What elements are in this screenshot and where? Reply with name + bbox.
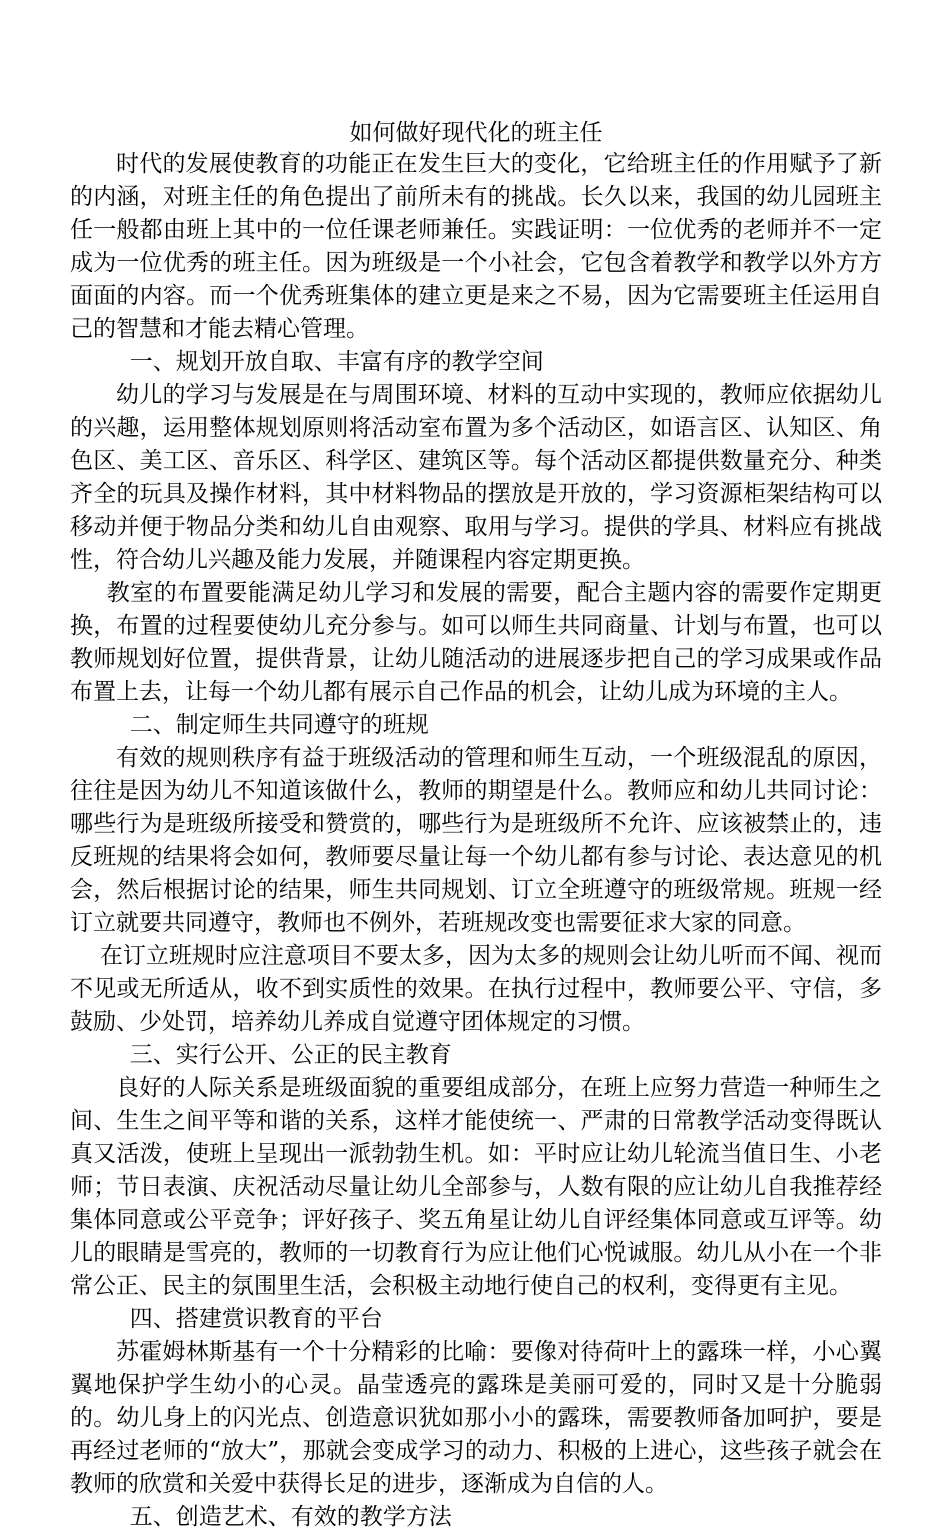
section-2-heading: 二、制定师生共同遵守的班规 bbox=[129, 712, 429, 738]
section-3-paragraph-1: 良好的人际关系是班级面貌的重要组成部分，在班上应努力营造一种师生之间、生生之间平等和谐的关系，这样才能使统一、严肃的日常教学活动变得既认真又活泼，使班上呈现出一派勃勃生机。如：平时应让幼儿轮流当值日生、小老师；节日表演、庆祝活动尽量让幼儿全部参与，人数有限的应让幼儿自我推荐经集体同意或公平竞争；评好孩子、奖五角星让幼儿自评经集体同意或互评等。幼儿的眼睛是雪亮的，教师的一切教育行为应让他们心悦诚服。幼儿从小在一个非常公正、民主的氛围里生活，会积极主动地行使自己的权利，变得更有主见。 bbox=[70, 1075, 882, 1299]
section-1-heading: 一、规划开放自取、丰富有序的教学空间 bbox=[129, 349, 544, 375]
section-3-heading: 三、实行公开、公正的民主教育 bbox=[129, 1042, 452, 1068]
section-2-paragraph-2: 在订立班规时应注意项目不要太多，因为太多的规则会让幼儿听而不闻、视而不见或无所适从，收不到实质性的效果。在执行过程中，教师要公平、守信，多鼓励、少处罚，培养幼儿养成自觉遵守团体规定的习惯。 bbox=[70, 943, 882, 1035]
document-title: 如何做好现代化的班主任 bbox=[349, 120, 603, 146]
document-page bbox=[70, 118, 882, 1534]
section-4-paragraph-1: 苏霍姆林斯基有一个十分精彩的比喻：要像对待荷叶上的露珠一样，小心翼翼地保护学生幼小的心灵。晶莹透亮的露珠是美丽可爱的，同时又是十分脆弱的。幼儿身上的闪光点、创造意识犹如那小小的露珠，需要教师备加呵护，要是再经过老师的“放大”，那就会变成学习的动力、积极的上进心，这些孩子就会在教师的欣赏和关爱中获得长足的进步，逐渐成为自信的人。 bbox=[70, 1339, 882, 1497]
section-1-paragraph-2: 教室的布置要能满足幼儿学习和发展的需要，配合主题内容的需要作定期更换，布置的过程要使幼儿充分参与。如可以师生共同商量、计划与布置，也可以教师规划好位置，提供背景，让幼儿随活动的进展逐步把自己的学习成果或作品布置上去，让每一个幼儿都有展示自己作品的机会，让幼儿成为环境的主人。 bbox=[70, 580, 882, 705]
section-4-heading: 四、搭建赏识教育的平台 bbox=[129, 1306, 383, 1332]
intro-paragraph: 时代的发展使教育的功能正在发生巨大的变化，它给班主任的作用赋予了新的内涵，对班主任的角色提出了前所未有的挑战。长久以来，我国的幼儿园班主任一般都由班上其中的一位任课老师兼任。实践证明：一位优秀的老师并不一定成为一位优秀的班主任。因为班级是一个小社会，它包含着教学和教学以外方方面面的内容。而一个优秀班集体的建立更是来之不易，因为它需要班主任运用自己的智慧和才能去精心管理。 bbox=[70, 151, 882, 342]
section-5-heading: 五、创造艺术、有效的教学方法 bbox=[129, 1504, 452, 1530]
section-1-paragraph-1: 幼儿的学习与发展是在与周围环境、材料的互动中实现的，教师应依据幼儿的兴趣，运用整体规划原则将活动室布置为多个活动区，如语言区、认知区、角色区、美工区、音乐区、科学区、建筑区等。每个活动区都提供数量充分、种类齐全的玩具及操作材料，其中材料物品的摆放是开放的，学习资源柜架结构可以移动并便于物品分类和幼儿自由观察、取用与学习。提供的学具、材料应有挑战性，符合幼儿兴趣及能力发展，并随课程内容定期更换。 bbox=[70, 382, 882, 573]
section-2-paragraph-1: 有效的规则秩序有益于班级活动的管理和师生互动，一个班级混乱的原因，往往是因为幼儿不知道该做什么，教师的期望是什么。教师应和幼儿共同讨论：哪些行为是班级所接受和赞赏的，哪些行为是班级所不允许、应该被禁止的，违反班规的结果将会如何，教师要尽量让每一个幼儿都有参与讨论、表达意见的机会，然后根据讨论的结果，师生共同规划、订立全班遵守的班级常规。班规一经订立就要共同遵守，教师也不例外，若班规改变也需要征求大家的同意。 bbox=[70, 745, 882, 936]
